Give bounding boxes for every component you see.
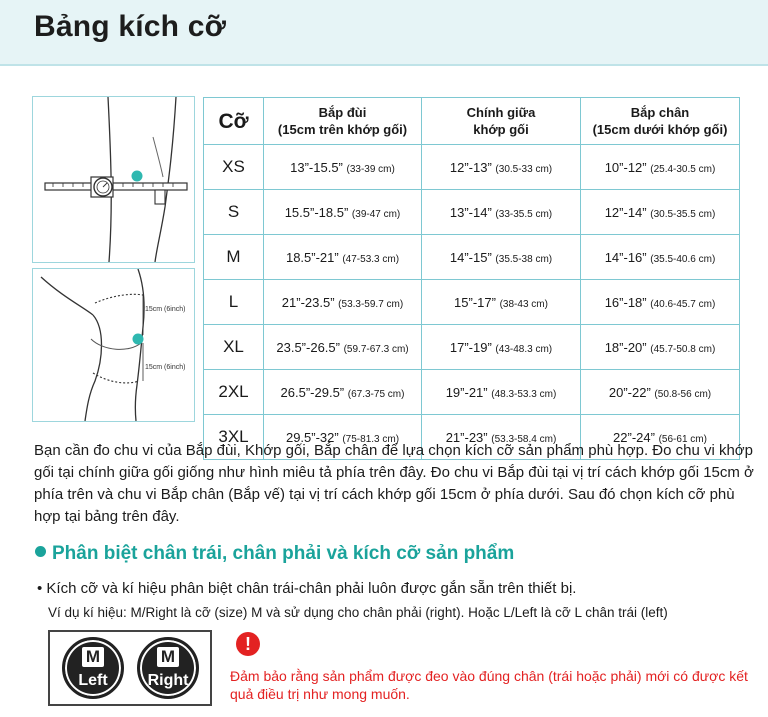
knee-cell: 13”-14” (33-35.5 cm) — [422, 190, 581, 235]
table-row — [204, 190, 740, 235]
section-heading — [35, 543, 514, 565]
thigh-cell: 15.5”-18.5” (39-47 cm) — [264, 190, 422, 235]
side-badges-box — [48, 630, 212, 706]
knee-cell: 15”-17” (38-43 cm) — [422, 280, 581, 325]
size-cell: L — [204, 280, 264, 325]
calf-cell: 18”-20” (45.7-50.8 cm) — [581, 325, 740, 370]
thigh-cell: 26.5”-29.5” (67.3-75 cm) — [264, 370, 422, 415]
section-heading-text: Phân biệt chân trái, chân phải và kích cỡ sản phẩm — [52, 543, 515, 564]
right-size-badge-icon — [137, 637, 199, 699]
header-thigh: Bắp đùi (15cm trên khớp gối) — [264, 98, 422, 145]
calf-cell: 10”-12” (25.4-30.5 cm) — [581, 145, 740, 190]
thigh-cell: 23.5”-26.5” (59.7-67.3 cm) — [264, 325, 422, 370]
thigh-cell: 18.5”-21” (47-53.3 cm) — [264, 235, 422, 280]
page-title: Bảng kích cỡ — [34, 10, 227, 43]
size-cell: S — [204, 190, 264, 235]
table-row — [204, 235, 740, 280]
knee-measurement-illustration — [32, 268, 195, 422]
table-row — [204, 325, 740, 370]
bullet-note: • Kích cỡ và kí hiệu phân biệt chân trái-chân phải luôn được gắn sẵn trên thiết bị. — [37, 580, 577, 597]
calf-cell: 16”-18” (40.6-45.7 cm) — [581, 280, 740, 325]
size-cell: XL — [204, 325, 264, 370]
knee-drawing — [33, 269, 194, 421]
upper-distance-label: 15cm (6inch) — [145, 306, 186, 313]
knee-cell: 14”-15” (35.5-38 cm) — [422, 235, 581, 280]
calf-cell: 14”-16” (35.5-40.6 cm) — [581, 235, 740, 280]
thigh-cell: 29.5”-32” (75-81.3 cm) — [264, 415, 422, 460]
table-row — [204, 370, 740, 415]
thigh-cell: 13”-15.5” (33-39 cm) — [264, 145, 422, 190]
size-cell: M — [204, 235, 264, 280]
badge-size-label: M — [157, 647, 179, 667]
caliper-leg-drawing — [33, 97, 194, 262]
measurement-instructions: Bạn cần đo chu vi của Bắp đùi, Khớp gối, Bắp chân để lựa chọn kích cỡ sản phẩm phù hợp. Đo chu vi khớp gối tại chính giữa gối giống như hình miêu tả phía trên đây. Đo chu vi Bắp đùi tại vị trí cách khớp gối 15cm ở phía trên và chu vi Bắp chân (Bắp vế) tại vị trí cách khớp gối 15cm ở phía dưới. Sau đó chọn kích cỡ phù hợp tại bảng trên đây. — [34, 442, 754, 525]
knee-cell: 17”-19” (43-48.3 cm) — [422, 325, 581, 370]
header-size: Cỡ — [204, 98, 264, 145]
knee-cell: 19”-21” (48.3-53.3 cm) — [422, 370, 581, 415]
knee-cell: 21”-23” (53.3-58.4 cm) — [422, 415, 581, 460]
bullet-dot-icon — [35, 546, 46, 557]
size-cell: 2XL — [204, 370, 264, 415]
calf-cell: 22”-24” (56-61 cm) — [581, 415, 740, 460]
badge-side-label: Left — [78, 672, 108, 689]
header-knee: Chính giữa khớp gối — [422, 98, 581, 145]
warning-icon: ! — [236, 632, 260, 656]
table-row — [204, 145, 740, 190]
table-row — [204, 280, 740, 325]
calf-cell: 12”-14” (30.5-35.5 cm) — [581, 190, 740, 235]
left-size-badge-icon — [62, 637, 124, 699]
knee-cell: 12”-13” (30.5-33 cm) — [422, 145, 581, 190]
badge-side-label: Right — [147, 672, 189, 689]
badge-size-label: M — [82, 647, 104, 667]
size-table — [203, 97, 740, 460]
warning-text: Đảm bảo rằng sản phẩm được đeo vào đúng chân (trái hoặc phải) mới có được kết quả điều trị như mong muốn. — [230, 668, 748, 702]
header-divider — [0, 64, 768, 66]
lower-distance-label: 15cm (6inch) — [145, 364, 186, 371]
thigh-measurement-illustration — [32, 96, 195, 263]
example-note: Ví dụ kí hiệu: M/Right là cỡ (size) M và sử dụng cho chân phải (right). Hoặc L/Left là cỡ L chân trái (left) — [48, 605, 668, 620]
table-header-row — [204, 98, 740, 145]
calf-cell: 20”-22” (50.8-56 cm) — [581, 370, 740, 415]
page-header — [0, 0, 768, 64]
size-cell: XS — [204, 145, 264, 190]
header-calf: Bắp chân (15cm dưới khớp gối) — [581, 98, 740, 145]
size-cell: 3XL — [204, 415, 264, 460]
thigh-cell: 21”-23.5” (53.3-59.7 cm) — [264, 280, 422, 325]
